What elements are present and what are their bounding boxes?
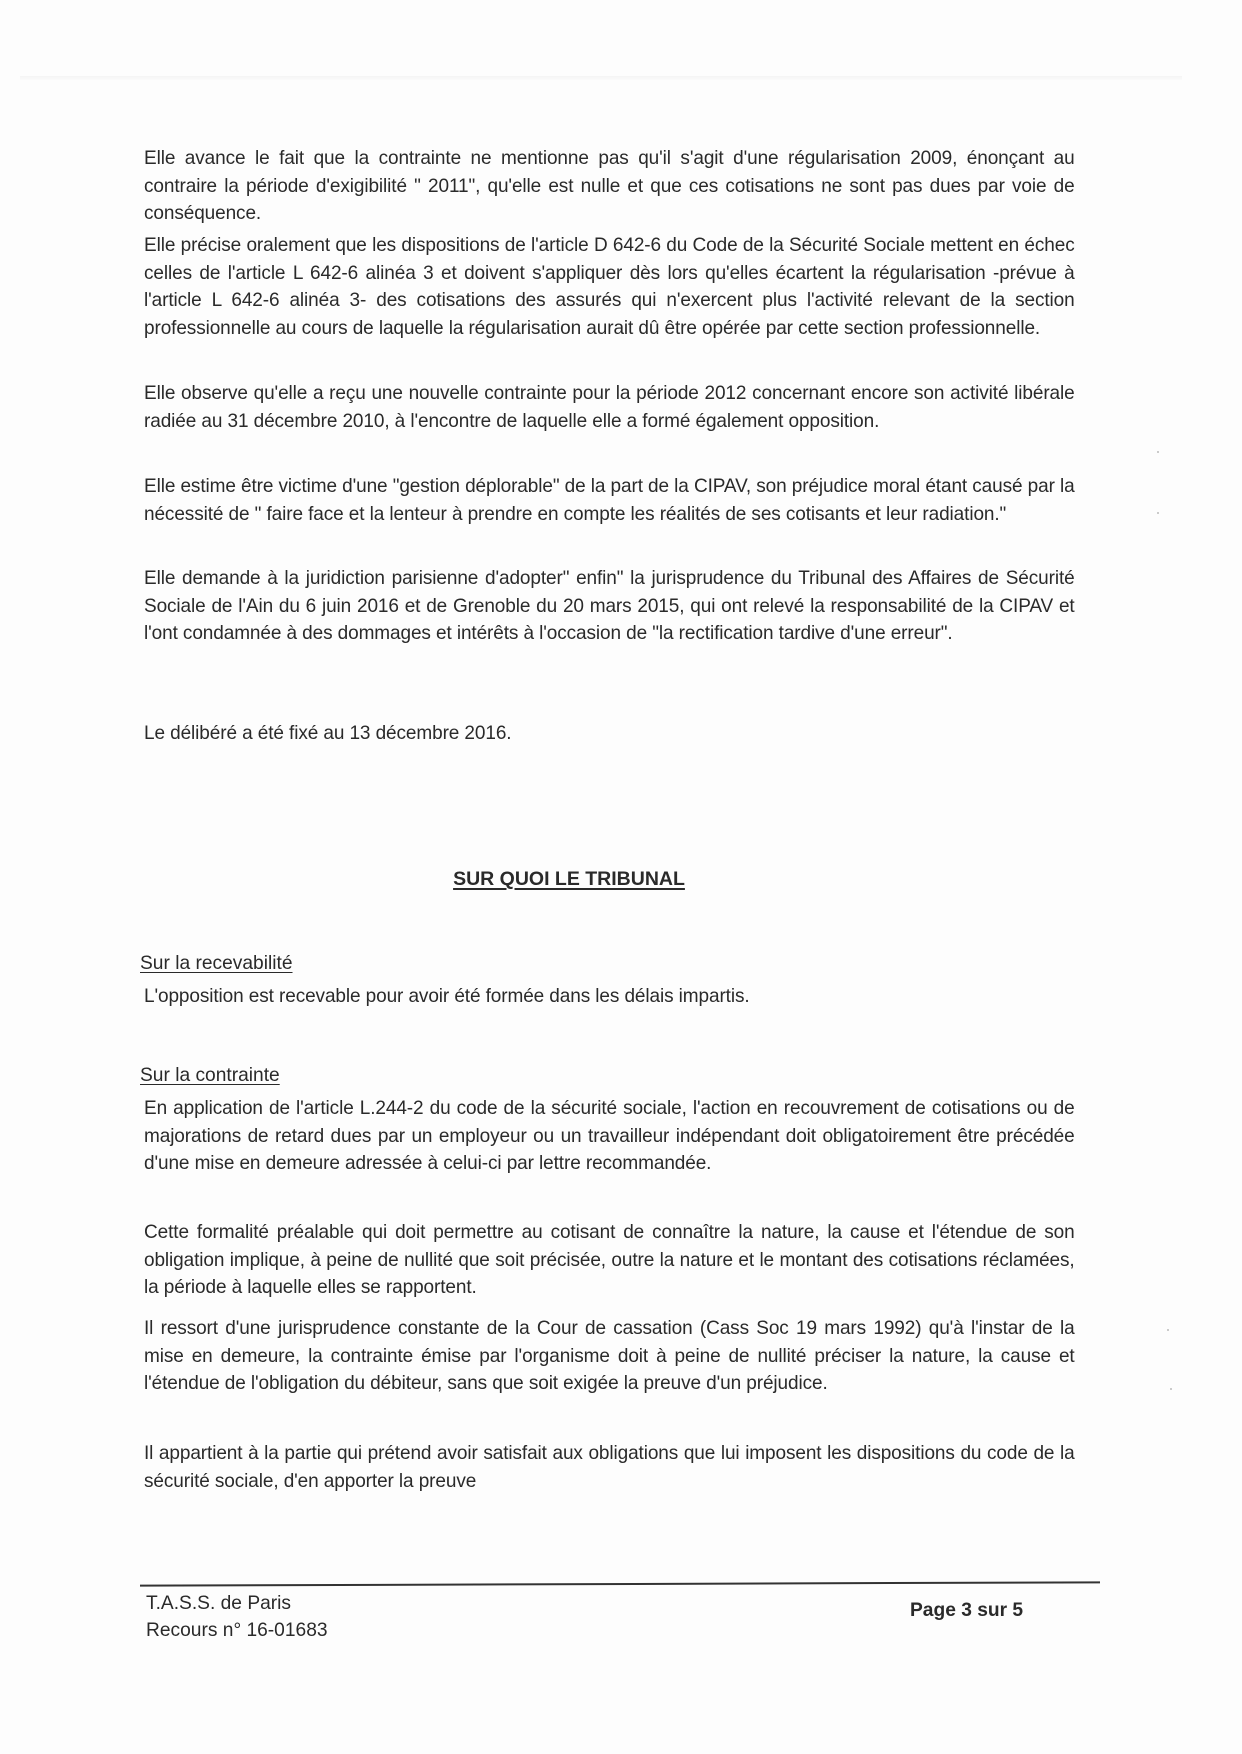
paragraph-text: L'opposition est recevable pour avoir été formée dans les délais impartis. — [144, 986, 750, 1007]
paragraph-nouvelle-contrainte — [144, 380, 1075, 435]
paragraph-text: Elle observe qu'elle a reçu une nouvelle contrainte pour la période 2012 concernant encore son activité libérale radiée au 31 décembre 2010, à l'encontre de laquelle elle a formé également opposition. — [144, 383, 1075, 432]
paragraph-text: Le délibéré a été fixé au 13 décembre 2016. — [144, 723, 512, 744]
scan-speck — [1157, 451, 1159, 453]
paragraph-cassation — [144, 1315, 1075, 1398]
footer-court-info — [146, 1590, 328, 1644]
scan-speck — [1167, 1329, 1169, 1331]
footer-case-number: Recours n° 16-01683 — [146, 1620, 328, 1641]
scan-speck — [1170, 1388, 1172, 1390]
paragraph-text: Elle estime être victime d'une "gestion déplorable" de la part de la CIPAV, son préjudice moral étant causé par la nécessité de " faire face et la lenteur à prendre en compte les réalités de ses cotisants et leur radiation." — [144, 476, 1075, 525]
scan-artifact-band — [20, 76, 1182, 80]
paragraph-text: En application de l'article L.244-2 du code de la sécurité sociale, l'action en recouvrement de cotisations ou de majorations de retard dues par un employeur ou un travailleur indépendant doit obligatoirement être précédée d'une mise en demeure adressée à celui-ci par lettre recommandée. — [144, 1098, 1075, 1174]
section-heading-text: SUR QUOI LE TRIBUNAL — [453, 868, 685, 890]
paragraph-contrainte-nulle — [144, 145, 1075, 228]
paragraph-prejudice — [144, 473, 1075, 528]
paragraph-article-l244-2 — [144, 1095, 1075, 1178]
paragraph-jurisprudence — [144, 565, 1075, 648]
paragraph-recevabilite — [144, 983, 1075, 1011]
footer-divider — [140, 1581, 1100, 1586]
paragraph-text: Elle avance le fait que la contrainte ne mentionne pas qu'il s'agit d'une régularisation 2009, énonçant au contraire la période d'exigibilité " 2011", qu'elle est nulle et que ces cotisations ne sont pas dues par voie de conséquence. — [144, 148, 1075, 224]
paragraph-text: Elle précise oralement que les dispositions de l'article D 642-6 du Code de la Sécurité Sociale mettent en échec celles de l'article L 642-6 alinéa 3 et doivent s'appliquer dès lors qu'elles écartent la régularisation -prévue à l'article L 642-6 alinéa 3- des cotisations des assurés qui n'exercent plus l'activité relevant de la section professionnelle au cours de laquelle la régularisation aurait dû être opérée par cette section professionnelle. — [144, 235, 1075, 339]
paragraph-text: Il appartient à la partie qui prétend avoir satisfait aux obligations que lui imposent les dispositions du code de la sécurité sociale, d'en apporter la preuve — [144, 1443, 1075, 1492]
paragraph-formalite — [144, 1219, 1075, 1302]
section-heading — [0, 868, 1242, 891]
paragraph-text: Cette formalité préalable qui doit permettre au cotisant de connaître la nature, la cause et l'étendue de son obligation implique, à peine de nullité que soit précisée, outre la nature et le montant des cotisations réclamées, la période à laquelle elles se rapportent. — [144, 1222, 1075, 1298]
paragraph-delibere — [144, 720, 1075, 748]
paragraph-text: Elle demande à la juridiction parisienne d'adopter" enfin" la jurisprudence du Tribunal des Affaires de Sécurité Sociale de l'Ain du 6 juin 2016 et de Grenoble du 20 mars 2015, qui ont relevé la responsabilité de la CIPAV et l'ont condamnée à des dommages et intérêts à l'occasion de "la rectification tardive d'une erreur". — [144, 568, 1075, 644]
paragraph-text: Il ressort d'une jurisprudence constante de la Cour de cassation (Cass Soc 19 mars 1992) qu'à l'instar de la mise en demeure, la contrainte émise par l'organisme doit à peine de nullité préciser la nature, la cause et l'étendue de l'obligation du débiteur, sans que soit exigée la preuve d'un préjudice. — [144, 1318, 1075, 1394]
scan-speck — [1157, 512, 1159, 514]
paragraph-preuve — [144, 1440, 1075, 1495]
page-indicator: Page 3 sur 5 — [910, 1600, 1024, 1621]
footer-court: T.A.S.S. de Paris — [146, 1593, 292, 1614]
paragraph-dispositions — [144, 232, 1075, 342]
subheading-contrainte: Sur la contrainte — [140, 1065, 280, 1086]
subheading-recevabilite: Sur la recevabilité — [140, 953, 293, 974]
